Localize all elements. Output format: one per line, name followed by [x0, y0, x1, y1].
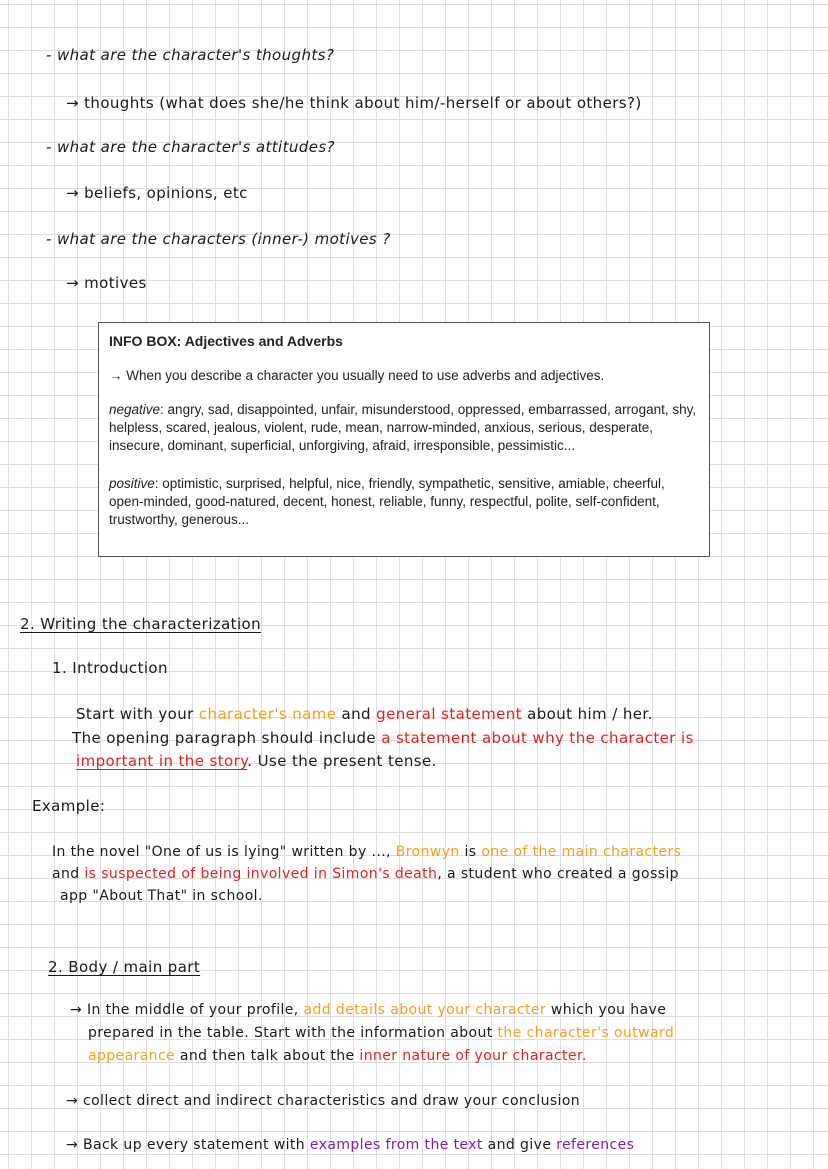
positive-label: positive — [109, 476, 155, 491]
question-attitudes: - what are the character's attitudes? — [46, 138, 335, 156]
example-text: and — [52, 866, 85, 882]
body-text: → In the middle of your profile, — [70, 1002, 304, 1018]
highlight-suspected: is suspected of being involved in Simon's death — [84, 866, 438, 882]
example-line-3: app "About That" in school. — [60, 888, 263, 904]
intro-text: . Use the present tense. — [247, 752, 437, 770]
intro-line-1 — [76, 707, 653, 722]
body-text: and then talk about the — [175, 1048, 360, 1064]
highlight-inner-nature: inner nature of your character. — [359, 1048, 587, 1064]
answer-motives: → motives — [66, 274, 147, 292]
info-box-positive — [109, 475, 699, 529]
negative-label: negative — [109, 402, 161, 417]
highlight-bronwyn: Bronwyn — [395, 844, 460, 860]
intro-heading: 1. Introduction — [52, 659, 168, 677]
intro-line-2 — [72, 731, 694, 746]
body-text: prepared in the table. Start with the information about — [88, 1025, 498, 1041]
highlight-statement: a statement about why the character is — [381, 729, 694, 747]
section-heading: 2. Writing the characterization — [20, 615, 261, 633]
answer-thoughts: → thoughts (what does she/he think about him/-herself or about others?) — [66, 94, 642, 112]
body-heading: 2. Body / main part — [48, 958, 201, 976]
intro-line-3 — [76, 754, 437, 769]
intro-text: Start with your — [76, 705, 199, 723]
highlight-appearance: appearance — [88, 1048, 176, 1064]
info-box — [98, 322, 710, 557]
question-motives: - what are the characters (inner-) motives ? — [46, 230, 391, 248]
info-box-title: INFO BOX: Adjectives and Adverbs — [109, 333, 343, 349]
example-text: , a student who created a gossip — [437, 866, 679, 882]
highlight-name: character's name — [198, 705, 337, 723]
body-point-1-line-3 — [88, 1049, 587, 1063]
example-line-2 — [52, 867, 679, 881]
example-text: In the novel "One of us is lying" written by ..., — [52, 844, 396, 860]
example-line-1 — [52, 845, 681, 859]
body-point-2: → collect direct and indirect characteristics and draw your conclusion — [66, 1093, 581, 1109]
intro-text: and — [336, 705, 377, 723]
highlight-general-statement: general statement — [376, 705, 522, 723]
body-point-1-line-2 — [88, 1026, 674, 1040]
negative-adjectives: : angry, sad, disappointed, unfair, misunderstood, oppressed, embarrassed, arrogant, shy, helpless, scared, jealous, violent, rude, mean, narrow-minded, anxious, serious, desperate, insecure, dominant, superficial, unforgiving, afraid, irresponsible, pessimistic... — [109, 402, 697, 453]
highlight-examples: examples from the text — [309, 1137, 483, 1153]
answer-attitudes: → beliefs, opinions, etc — [66, 184, 248, 202]
info-box-negative — [109, 401, 699, 455]
example-label: Example: — [32, 797, 106, 815]
body-text: → Back up every statement with — [66, 1137, 310, 1153]
positive-adjectives: : optimistic, surprised, helpful, nice, friendly, sympathetic, sensitive, amiable, cheerful, open-minded, good-natured, decent, honest, reliable, funny, respectful, polite, self-confident, trustworthy, generous... — [109, 476, 665, 527]
highlight-add-details: add details about your character — [303, 1002, 547, 1018]
question-thoughts: - what are the character's thoughts? — [46, 46, 335, 64]
highlight-important: important in the story — [76, 752, 248, 770]
info-box-intro: → When you describe a character you usually need to use adverbs and adjectives. — [109, 368, 605, 383]
highlight-outward: the character's outward — [497, 1025, 675, 1041]
example-text: is — [459, 844, 482, 860]
body-text: which you have — [546, 1002, 667, 1018]
highlight-references: references — [556, 1137, 635, 1153]
intro-text: about him / her. — [521, 705, 653, 723]
intro-text: The opening paragraph should include — [72, 729, 382, 747]
body-point-3 — [66, 1138, 634, 1152]
body-point-1-line-1 — [70, 1003, 666, 1017]
highlight-main-character: one of the main characters — [481, 844, 682, 860]
body-text: and give — [482, 1137, 557, 1153]
